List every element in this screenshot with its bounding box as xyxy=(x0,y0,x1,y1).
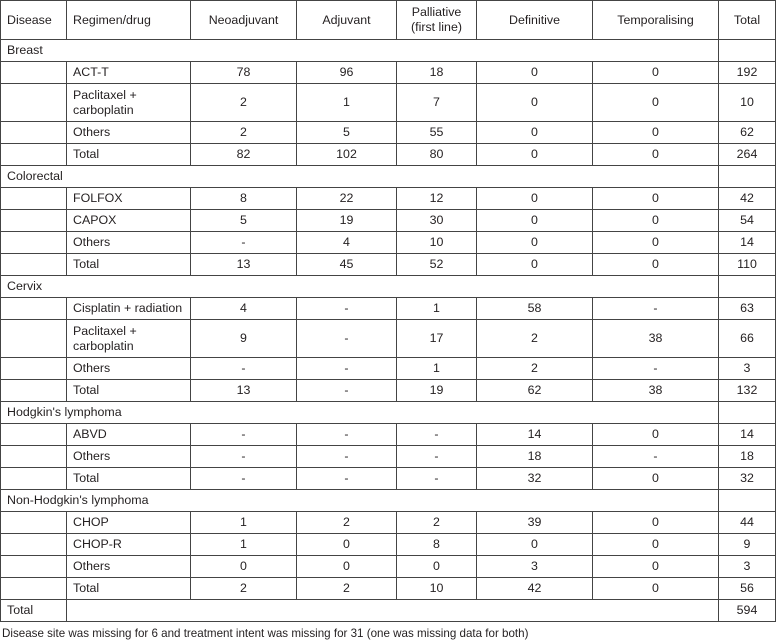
table-row xyxy=(1,320,776,358)
value-cell: 42 xyxy=(719,188,776,210)
value-cell: 0 xyxy=(593,534,719,556)
disease-cell xyxy=(1,188,67,210)
disease-cell xyxy=(1,446,67,468)
group-total-cell xyxy=(719,276,776,298)
value-cell: 102 xyxy=(297,144,397,166)
value-cell: 2 xyxy=(397,512,477,534)
value-cell: 13 xyxy=(191,254,297,276)
disease-cell xyxy=(1,144,67,166)
table-row xyxy=(1,534,776,556)
grand-total-value: 594 xyxy=(719,600,776,622)
table-row xyxy=(1,144,776,166)
group-row xyxy=(1,276,776,298)
value-cell: 52 xyxy=(397,254,477,276)
header-neoadjuvant: Neoadjuvant xyxy=(191,1,297,40)
value-cell: 82 xyxy=(191,144,297,166)
table-row xyxy=(1,210,776,232)
value-cell: 0 xyxy=(593,254,719,276)
value-cell: - xyxy=(297,358,397,380)
table-row xyxy=(1,556,776,578)
regimen-cell: Paclitaxel + carboplatin xyxy=(67,320,191,358)
value-cell: 4 xyxy=(191,298,297,320)
value-cell: 0 xyxy=(191,556,297,578)
disease-label: Breast xyxy=(1,40,719,62)
value-cell: 54 xyxy=(719,210,776,232)
regimen-cell: Total xyxy=(67,380,191,402)
table-row xyxy=(1,468,776,490)
value-cell: - xyxy=(297,468,397,490)
disease-label: Colorectal xyxy=(1,166,719,188)
disease-cell xyxy=(1,254,67,276)
regimen-cell: Others xyxy=(67,232,191,254)
regimen-cell: FOLFOX xyxy=(67,188,191,210)
regimen-cell: Others xyxy=(67,122,191,144)
value-cell: - xyxy=(191,232,297,254)
value-cell: - xyxy=(397,446,477,468)
group-total-cell xyxy=(719,490,776,512)
value-cell: 22 xyxy=(297,188,397,210)
value-cell: 32 xyxy=(719,468,776,490)
value-cell: 0 xyxy=(477,188,593,210)
value-cell: 58 xyxy=(477,298,593,320)
value-cell: 0 xyxy=(477,210,593,232)
header-definitive: Definitive xyxy=(477,1,593,40)
regimen-cell: ABVD xyxy=(67,424,191,446)
value-cell: 0 xyxy=(297,534,397,556)
value-cell: 0 xyxy=(593,468,719,490)
disease-label: Hodgkin's lymphoma xyxy=(1,402,719,424)
value-cell: 0 xyxy=(297,556,397,578)
value-cell: 110 xyxy=(719,254,776,276)
value-cell: 192 xyxy=(719,62,776,84)
value-cell: 10 xyxy=(397,578,477,600)
value-cell: 3 xyxy=(477,556,593,578)
value-cell: 0 xyxy=(593,232,719,254)
disease-cell xyxy=(1,320,67,358)
table-row xyxy=(1,254,776,276)
value-cell: 18 xyxy=(397,62,477,84)
disease-cell xyxy=(1,578,67,600)
header-adjuvant: Adjuvant xyxy=(297,1,397,40)
value-cell: 0 xyxy=(593,144,719,166)
disease-cell xyxy=(1,62,67,84)
value-cell: 4 xyxy=(297,232,397,254)
value-cell: 8 xyxy=(191,188,297,210)
header-regimen: Regimen/drug xyxy=(67,1,191,40)
value-cell: 0 xyxy=(477,84,593,122)
value-cell: 2 xyxy=(191,578,297,600)
table-row xyxy=(1,84,776,122)
disease-cell xyxy=(1,84,67,122)
grand-total-row xyxy=(1,600,776,622)
group-row xyxy=(1,166,776,188)
regimen-cell: CHOP xyxy=(67,512,191,534)
value-cell: 9 xyxy=(191,320,297,358)
value-cell: - xyxy=(297,380,397,402)
value-cell: 3 xyxy=(719,358,776,380)
value-cell: 132 xyxy=(719,380,776,402)
header-row xyxy=(1,1,776,40)
disease-cell xyxy=(1,380,67,402)
value-cell: - xyxy=(297,446,397,468)
value-cell: 17 xyxy=(397,320,477,358)
table-row xyxy=(1,512,776,534)
table-row xyxy=(1,358,776,380)
value-cell: 62 xyxy=(719,122,776,144)
regimen-cell: Others xyxy=(67,556,191,578)
value-cell: 5 xyxy=(191,210,297,232)
disease-label: Cervix xyxy=(1,276,719,298)
value-cell: - xyxy=(297,424,397,446)
value-cell: 2 xyxy=(477,358,593,380)
header-total: Total xyxy=(719,1,776,40)
table-row xyxy=(1,62,776,84)
footnote: Disease site was missing for 6 and treatment intent was missing for 31 (one was missing data for both) xyxy=(2,627,529,640)
disease-cell xyxy=(1,298,67,320)
value-cell: 38 xyxy=(593,380,719,402)
disease-cell xyxy=(1,512,67,534)
value-cell: 38 xyxy=(593,320,719,358)
value-cell: 44 xyxy=(719,512,776,534)
value-cell: - xyxy=(297,298,397,320)
value-cell: 5 xyxy=(297,122,397,144)
regimen-cell: Total xyxy=(67,144,191,166)
table-row xyxy=(1,446,776,468)
value-cell: 0 xyxy=(477,232,593,254)
group-total-cell xyxy=(719,402,776,424)
regimen-cell: Cisplatin + radiation xyxy=(67,298,191,320)
regimen-cell: CHOP-R xyxy=(67,534,191,556)
value-cell: 0 xyxy=(477,254,593,276)
regimen-cell: Total xyxy=(67,578,191,600)
table-row xyxy=(1,188,776,210)
value-cell: 0 xyxy=(477,534,593,556)
value-cell: - xyxy=(191,446,297,468)
value-cell: 19 xyxy=(297,210,397,232)
group-total-cell xyxy=(719,40,776,62)
value-cell: 78 xyxy=(191,62,297,84)
value-cell: - xyxy=(593,446,719,468)
value-cell: 9 xyxy=(719,534,776,556)
regimen-cell: Paclitaxel + carboplatin xyxy=(67,84,191,122)
value-cell: 1 xyxy=(191,512,297,534)
header-disease: Disease xyxy=(1,1,67,40)
value-cell: 3 xyxy=(719,556,776,578)
value-cell: 1 xyxy=(191,534,297,556)
value-cell: 0 xyxy=(593,578,719,600)
value-cell: 264 xyxy=(719,144,776,166)
grand-total-label: Total xyxy=(1,600,67,622)
value-cell: 10 xyxy=(397,232,477,254)
value-cell: 0 xyxy=(593,210,719,232)
regimen-cell: Others xyxy=(67,358,191,380)
value-cell: 14 xyxy=(477,424,593,446)
value-cell: 96 xyxy=(297,62,397,84)
table-row xyxy=(1,380,776,402)
value-cell: 42 xyxy=(477,578,593,600)
disease-cell xyxy=(1,424,67,446)
value-cell: - xyxy=(297,320,397,358)
value-cell: 56 xyxy=(719,578,776,600)
value-cell: - xyxy=(191,358,297,380)
value-cell: - xyxy=(593,358,719,380)
regimen-cell: CAPOX xyxy=(67,210,191,232)
disease-cell xyxy=(1,468,67,490)
table-row xyxy=(1,578,776,600)
value-cell: 10 xyxy=(719,84,776,122)
value-cell: 19 xyxy=(397,380,477,402)
value-cell: 55 xyxy=(397,122,477,144)
value-cell: 39 xyxy=(477,512,593,534)
disease-label: Non-Hodgkin's lymphoma xyxy=(1,490,719,512)
value-cell: 45 xyxy=(297,254,397,276)
header-palliative: Palliative (first line) xyxy=(397,1,477,40)
value-cell: 14 xyxy=(719,424,776,446)
value-cell: 18 xyxy=(719,446,776,468)
regimen-cell: Total xyxy=(67,468,191,490)
group-row xyxy=(1,490,776,512)
value-cell: 80 xyxy=(397,144,477,166)
regimen-cell: Others xyxy=(67,446,191,468)
value-cell: - xyxy=(397,468,477,490)
value-cell: 32 xyxy=(477,468,593,490)
value-cell: 12 xyxy=(397,188,477,210)
value-cell: 1 xyxy=(297,84,397,122)
regimen-cell: Total xyxy=(67,254,191,276)
value-cell: 1 xyxy=(397,358,477,380)
value-cell: - xyxy=(191,424,297,446)
value-cell: - xyxy=(397,424,477,446)
value-cell: 63 xyxy=(719,298,776,320)
value-cell: 66 xyxy=(719,320,776,358)
value-cell: 0 xyxy=(593,556,719,578)
table-row xyxy=(1,424,776,446)
value-cell: 2 xyxy=(477,320,593,358)
value-cell: - xyxy=(593,298,719,320)
regimen-cell: ACT-T xyxy=(67,62,191,84)
table-row xyxy=(1,298,776,320)
disease-cell xyxy=(1,358,67,380)
table-body xyxy=(1,1,776,622)
value-cell: 0 xyxy=(477,144,593,166)
value-cell: 2 xyxy=(297,578,397,600)
disease-cell xyxy=(1,556,67,578)
value-cell: - xyxy=(191,468,297,490)
value-cell: 2 xyxy=(191,84,297,122)
value-cell: 18 xyxy=(477,446,593,468)
disease-cell xyxy=(1,122,67,144)
value-cell: 0 xyxy=(593,424,719,446)
value-cell: 13 xyxy=(191,380,297,402)
value-cell: 0 xyxy=(593,62,719,84)
value-cell: 7 xyxy=(397,84,477,122)
value-cell: 8 xyxy=(397,534,477,556)
group-total-cell xyxy=(719,166,776,188)
value-cell: 30 xyxy=(397,210,477,232)
value-cell: 0 xyxy=(593,122,719,144)
grand-total-spacer xyxy=(67,600,719,622)
group-row xyxy=(1,40,776,62)
table-row xyxy=(1,122,776,144)
disease-cell xyxy=(1,534,67,556)
value-cell: 0 xyxy=(593,188,719,210)
table-row xyxy=(1,232,776,254)
value-cell: 0 xyxy=(593,512,719,534)
value-cell: 1 xyxy=(397,298,477,320)
disease-cell xyxy=(1,210,67,232)
value-cell: 62 xyxy=(477,380,593,402)
value-cell: 0 xyxy=(593,84,719,122)
value-cell: 0 xyxy=(477,62,593,84)
value-cell: 14 xyxy=(719,232,776,254)
value-cell: 0 xyxy=(397,556,477,578)
value-cell: 2 xyxy=(191,122,297,144)
value-cell: 2 xyxy=(297,512,397,534)
disease-cell xyxy=(1,232,67,254)
value-cell: 0 xyxy=(477,122,593,144)
group-row xyxy=(1,402,776,424)
header-temporalising: Temporalising xyxy=(593,1,719,40)
